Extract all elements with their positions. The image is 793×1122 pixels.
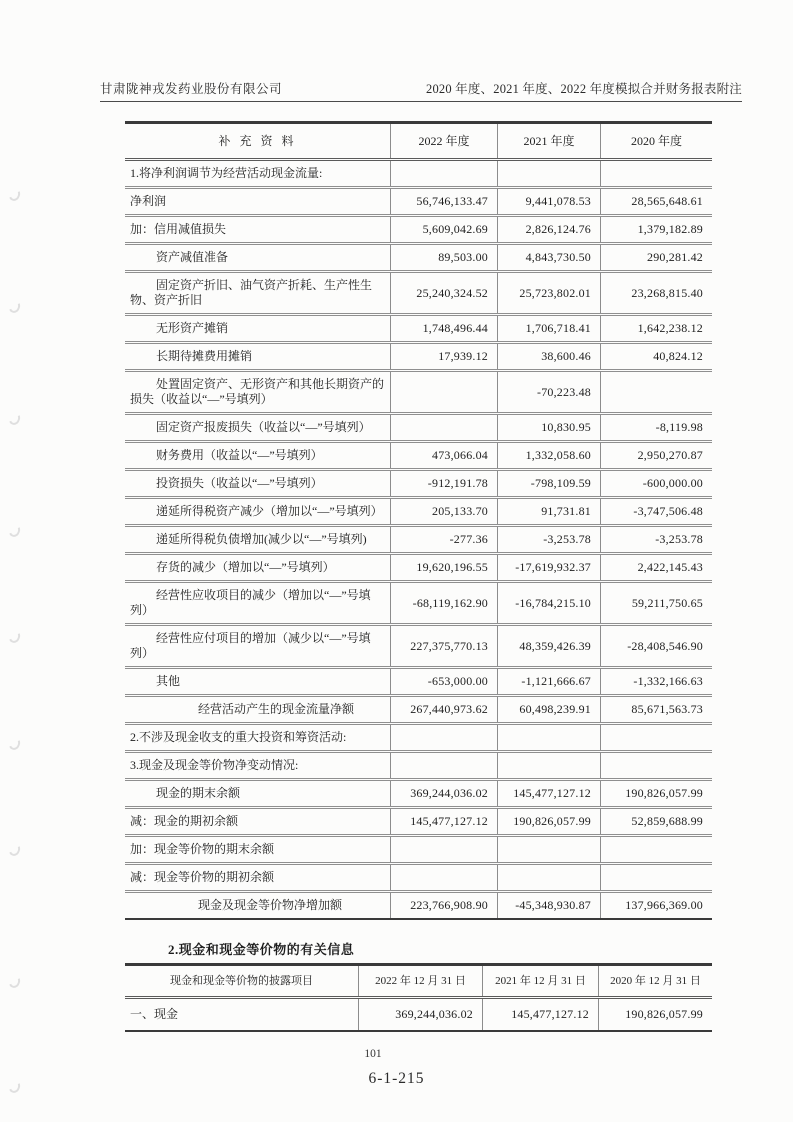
- table-row: [125, 666, 712, 694]
- supplement-table-body: [125, 161, 712, 918]
- table-row: [125, 778, 712, 806]
- row-label: 财务费用（收益以“—”号填列）: [156, 448, 323, 462]
- row-label: 一、现金: [130, 1007, 179, 1021]
- row-label: 固定资产折旧、油气资产折耗、生产性生物、资产折旧: [130, 278, 373, 307]
- document-number: 6-1-215: [368, 1070, 425, 1087]
- header-year-2021: 2021 年度: [497, 124, 600, 158]
- row-label: 1.将净利润调节为经营活动现金流量:: [130, 166, 323, 180]
- table-row: [125, 186, 712, 214]
- header-date-2022: 2022 年 12 月 31 日: [358, 966, 482, 996]
- cell-2021: -45,348,930.87: [497, 893, 600, 918]
- cell-2022: 145,477,127.12: [390, 809, 497, 834]
- cell-2020: 52,859,688.99: [600, 809, 712, 834]
- cell-2020: 2,422,145.43: [600, 555, 712, 580]
- cell-2021: 48,359,426.39: [497, 626, 600, 666]
- cell-2022: [390, 837, 497, 862]
- header-year-2020: 2020 年度: [600, 124, 712, 158]
- cell-2022: 267,440,973.62: [390, 697, 497, 722]
- cell-2022: 25,240,324.52: [390, 273, 497, 313]
- row-label: 经营性应付项目的增加（减少以“—”号填列）: [130, 631, 371, 660]
- header-date-2021: 2021 年 12 月 31 日: [482, 966, 598, 996]
- binding-mark-icon: [7, 187, 22, 203]
- cell-2021: -70,223.48: [497, 372, 600, 412]
- cell-2022: [390, 415, 497, 440]
- table-row: [125, 412, 712, 440]
- report-title: 2020 年度、2021 年度、2022 年度模拟合并财务报表附注: [426, 82, 742, 96]
- row-label: 现金及现金等价物净增加额: [198, 898, 343, 912]
- row-label: 递延所得税负债增加(减少以“—”号填列): [156, 532, 367, 546]
- table-row: [125, 999, 712, 1030]
- cell-2021: 91,731.81: [497, 499, 600, 524]
- cell-2022: [390, 753, 497, 778]
- table-row: [125, 214, 712, 242]
- table-row: [125, 722, 712, 750]
- cell-2020: 23,268,815.40: [600, 273, 712, 313]
- row-label: 经营活动产生的现金流量净额: [198, 702, 355, 716]
- cell-2022: -277.36: [390, 527, 497, 552]
- table-row: [125, 862, 712, 890]
- header-year-2022: 2022 年度: [390, 124, 497, 158]
- table-row: [125, 552, 712, 580]
- cell-2022: 17,939.12: [390, 344, 497, 369]
- company-name: 甘肃陇神戎发药业股份有限公司: [100, 82, 283, 96]
- cell-2021: -1,121,666.67: [497, 669, 600, 694]
- row-label: 投资损失（收益以“—”号填列）: [156, 476, 323, 490]
- cell-2021: [497, 865, 600, 890]
- cell-2022: [390, 161, 497, 186]
- binding-mark-icon: [7, 411, 22, 427]
- cell-2020: [600, 372, 712, 412]
- row-label: 减：现金的期初余额: [130, 814, 239, 828]
- cell-2021: 38,600.46: [497, 344, 600, 369]
- header-disclosure-item: 现金和现金等价物的披露项目: [170, 975, 313, 987]
- cell-2022: 89,503.00: [390, 245, 497, 270]
- table-row: [125, 440, 712, 468]
- cell-2021: 145,477,127.12: [497, 781, 600, 806]
- table-row: [125, 341, 712, 369]
- cell-2022: 205,133.70: [390, 499, 497, 524]
- cell-2020: [600, 725, 712, 750]
- cell-2021: 10,830.95: [497, 415, 600, 440]
- cell-2021: [497, 725, 600, 750]
- cell-2022: 223,766,908.90: [390, 893, 497, 918]
- document-header: [100, 79, 742, 102]
- cell-2021: 2,826,124.76: [497, 217, 600, 242]
- supplement-table: [125, 121, 712, 920]
- table-row: [125, 313, 712, 341]
- cell-2022: 5,609,042.69: [390, 217, 497, 242]
- row-label: 净利润: [130, 194, 167, 208]
- row-label: 经营性应收项目的减少（增加以“—”号填列）: [130, 588, 371, 617]
- row-label: 固定资产报废损失（收益以“—”号填列）: [156, 420, 371, 434]
- cell-2022: 473,066.04: [390, 443, 497, 468]
- binding-mark-icon: [7, 842, 22, 858]
- cell-2020: [600, 753, 712, 778]
- row-label: 3.现金及现金等价物净变动情况:: [130, 758, 299, 772]
- row-label: 减：现金等价物的期初余额: [130, 870, 275, 884]
- cell-2022: -912,191.78: [390, 471, 497, 496]
- cell-2021: -3,253.78: [497, 527, 600, 552]
- cell-2020: 1,642,238.12: [600, 316, 712, 341]
- cell-2022: [390, 725, 497, 750]
- table-row: [125, 242, 712, 270]
- row-label: 2.不涉及现金收支的重大投资和筹资活动:: [130, 730, 347, 744]
- cell-2021: 4,843,730.50: [497, 245, 600, 270]
- cell-2022: 227,375,770.13: [390, 626, 497, 666]
- binding-mark-icon: [7, 629, 22, 645]
- cell-2020: 59,211,750.65: [600, 583, 712, 623]
- binding-mark-icon: [7, 523, 22, 539]
- cash-info-table-header: [125, 966, 712, 999]
- cell-2021: -16,784,215.10: [497, 583, 600, 623]
- cell-2020: -1,332,166.63: [600, 669, 712, 694]
- page-number: 101: [364, 1048, 382, 1060]
- supplement-table-header: [125, 124, 712, 161]
- cell-2022: 369,244,036.02: [358, 999, 482, 1030]
- cell-2020: 28,565,648.61: [600, 189, 712, 214]
- cell-2022: -653,000.00: [390, 669, 497, 694]
- table-row: [125, 496, 712, 524]
- binding-mark-icon: [7, 736, 22, 752]
- cell-2022: 19,620,196.55: [390, 555, 497, 580]
- cell-2020: -8,119.98: [600, 415, 712, 440]
- cell-2020: -28,408,546.90: [600, 626, 712, 666]
- cell-2020: [600, 865, 712, 890]
- binding-mark-icon: [7, 299, 22, 315]
- row-label: 加：信用减值损失: [130, 222, 227, 236]
- table-row: [125, 524, 712, 552]
- table-row: [125, 369, 712, 412]
- cell-2021: [497, 837, 600, 862]
- cash-info-table: [125, 963, 712, 1032]
- header-date-2020: 2020 年 12 月 31 日: [598, 966, 712, 996]
- table-row: [125, 694, 712, 722]
- cell-2020: 85,671,563.73: [600, 697, 712, 722]
- cell-2020: 190,826,057.99: [600, 781, 712, 806]
- row-label: 资产减值准备: [156, 250, 229, 264]
- cell-2022: 56,746,133.47: [390, 189, 497, 214]
- cell-2020: 290,281.42: [600, 245, 712, 270]
- row-label: 长期待摊费用摊销: [156, 349, 253, 363]
- cell-2021: 25,723,802.01: [497, 273, 600, 313]
- cash-info-section-title: 2.现金和现金等价物的有关信息: [168, 942, 355, 957]
- cell-2021: 190,826,057.99: [497, 809, 600, 834]
- table-row: [125, 890, 712, 918]
- table-row: [125, 623, 712, 666]
- cell-2022: [390, 372, 497, 412]
- header-supplement-info: 补 充 资 料: [218, 134, 297, 148]
- row-label: 处置固定资产、无形资产和其他长期资产的损失（收益以“—”号填列）: [130, 377, 385, 406]
- cell-2022: 1,748,496.44: [390, 316, 497, 341]
- cell-2022: -68,119,162.90: [390, 583, 497, 623]
- cell-2021: 145,477,127.12: [482, 999, 598, 1030]
- cell-2020: 190,826,057.99: [598, 999, 712, 1030]
- cell-2021: [497, 161, 600, 186]
- cell-2021: -798,109.59: [497, 471, 600, 496]
- cell-2020: 2,950,270.87: [600, 443, 712, 468]
- table-row: [125, 270, 712, 313]
- cell-2020: -3,253.78: [600, 527, 712, 552]
- binding-mark-icon: [7, 974, 22, 990]
- cell-2021: 1,332,058.60: [497, 443, 600, 468]
- table-row: [125, 834, 712, 862]
- cell-2020: -3,747,506.48: [600, 499, 712, 524]
- row-label: 无形资产摊销: [156, 321, 229, 335]
- row-label: 其他: [156, 674, 181, 688]
- table-row: [125, 806, 712, 834]
- row-label: 递延所得税资产减少（增加以“—”号填列）: [156, 504, 383, 518]
- cell-2022: 369,244,036.02: [390, 781, 497, 806]
- table-row: [125, 750, 712, 778]
- cell-2021: 60,498,239.91: [497, 697, 600, 722]
- cell-2020: [600, 161, 712, 186]
- cell-2021: 1,706,718.41: [497, 316, 600, 341]
- cell-2020: 1,379,182.89: [600, 217, 712, 242]
- cell-2021: 9,441,078.53: [497, 189, 600, 214]
- cell-2020: [600, 837, 712, 862]
- table-row: [125, 468, 712, 496]
- table-row: [125, 580, 712, 623]
- cell-2022: [390, 865, 497, 890]
- cell-2021: -17,619,932.37: [497, 555, 600, 580]
- cell-2020: 137,966,369.00: [600, 893, 712, 918]
- cell-2020: -600,000.00: [600, 471, 712, 496]
- cash-info-table-body: [125, 999, 712, 1030]
- cell-2020: 40,824.12: [600, 344, 712, 369]
- row-label: 加：现金等价物的期末余额: [130, 842, 275, 856]
- table-row: [125, 161, 712, 186]
- cell-2021: [497, 753, 600, 778]
- row-label: 现金的期末余额: [156, 786, 241, 800]
- row-label: 存货的减少（增加以“—”号填列）: [156, 560, 335, 574]
